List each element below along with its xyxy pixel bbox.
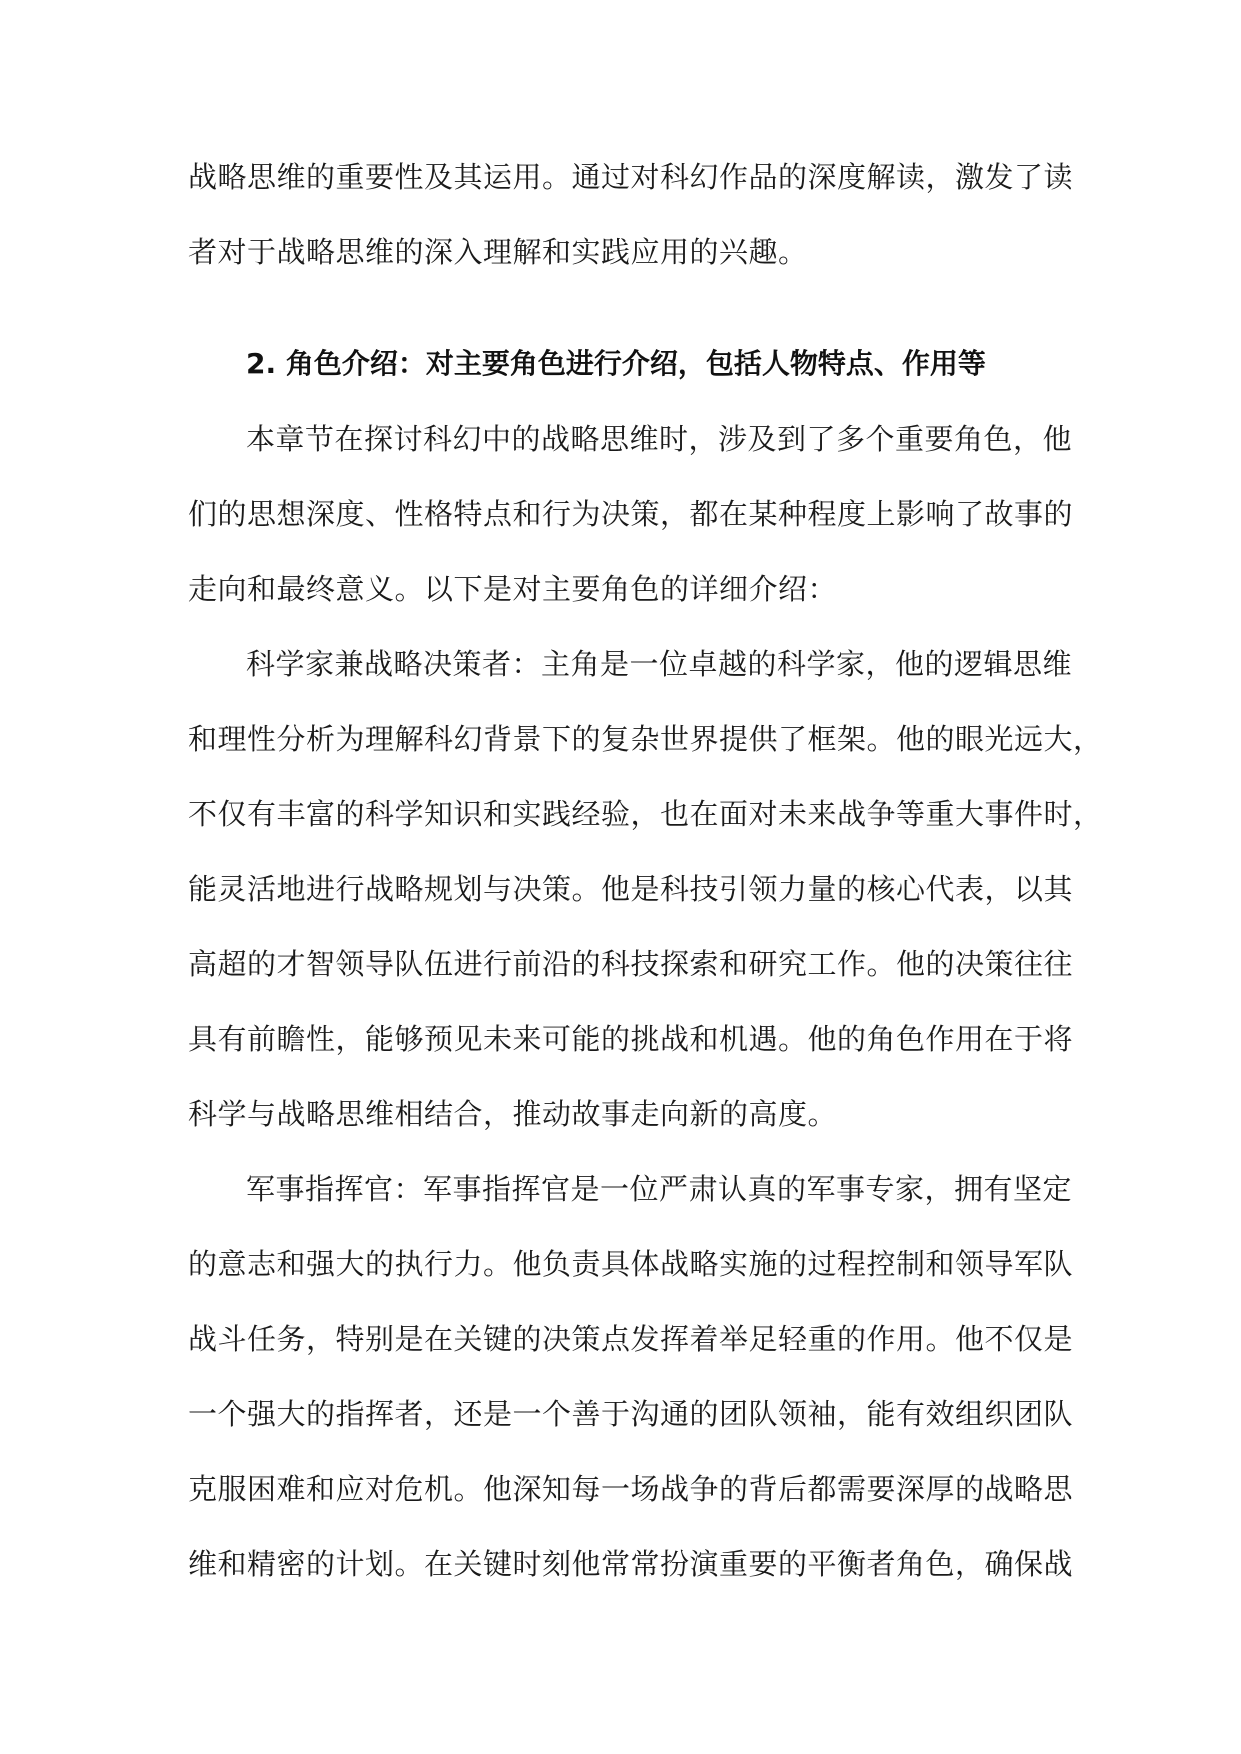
intro-line: 战略思维的重要性及其运用。通过对科幻作品的深度解读，激发了读: [188, 160, 1074, 194]
commander-line: 战斗任务，特别是在关键的决策点发挥着举足轻重的作用。他不仅是: [188, 1322, 1074, 1356]
overview-line: 们的思想深度、性格特点和行为决策，都在某种程度上影响了故事的: [188, 497, 1074, 531]
commander-line: 维和精密的计划。在关键时刻他常常扮演重要的平衡者角色，确保战: [188, 1547, 1074, 1581]
scientist-line: 不仅有丰富的科学知识和实践经验，也在面对未来战争等重大事件时，: [188, 797, 1103, 831]
scientist-line: 能灵活地进行战略规划与决策。他是科技引领力量的核心代表，以其: [188, 872, 1074, 906]
intro-line: 者对于战略思维的深入理解和实践应用的兴趣。: [188, 235, 808, 269]
scientist-line: 高超的才智领导队伍进行前沿的科技探索和研究工作。他的决策往往: [188, 947, 1074, 981]
scientist-line: 和理性分析为理解科幻背景下的复杂世界提供了框架。他的眼光远大，: [188, 722, 1103, 756]
overview-line: 本章节在探讨科幻中的战略思维时，涉及到了多个重要角色，他: [246, 422, 1073, 456]
commander-line: 的意志和强大的执行力。他负责具体战略实施的过程控制和领导军队: [188, 1247, 1074, 1281]
scientist-line: 科学与战略思维相结合，推动故事走向新的高度。: [188, 1097, 838, 1131]
scientist-line: 具有前瞻性，能够预见未来可能的挑战和机遇。他的角色作用在于将: [188, 1022, 1074, 1056]
scientist-line: 科学家兼战略决策者：主角是一位卓越的科学家，他的逻辑思维: [246, 647, 1073, 681]
section-heading: 2. 角色介绍：对主要角色进行介绍，包括人物特点、作用等: [246, 347, 986, 380]
overview-line: 走向和最终意义。以下是对主要角色的详细介绍：: [188, 572, 838, 606]
commander-line: 克服困难和应对危机。他深知每一场战争的背后都需要深厚的战略思: [188, 1472, 1074, 1506]
commander-line: 军事指挥官：军事指挥官是一位严肃认真的军事专家，拥有坚定: [246, 1172, 1073, 1206]
document-body: [188, 148, 1103, 1610]
commander-line: 一个强大的指挥者，还是一个善于沟通的团队领袖，能有效组织团队: [188, 1397, 1074, 1431]
